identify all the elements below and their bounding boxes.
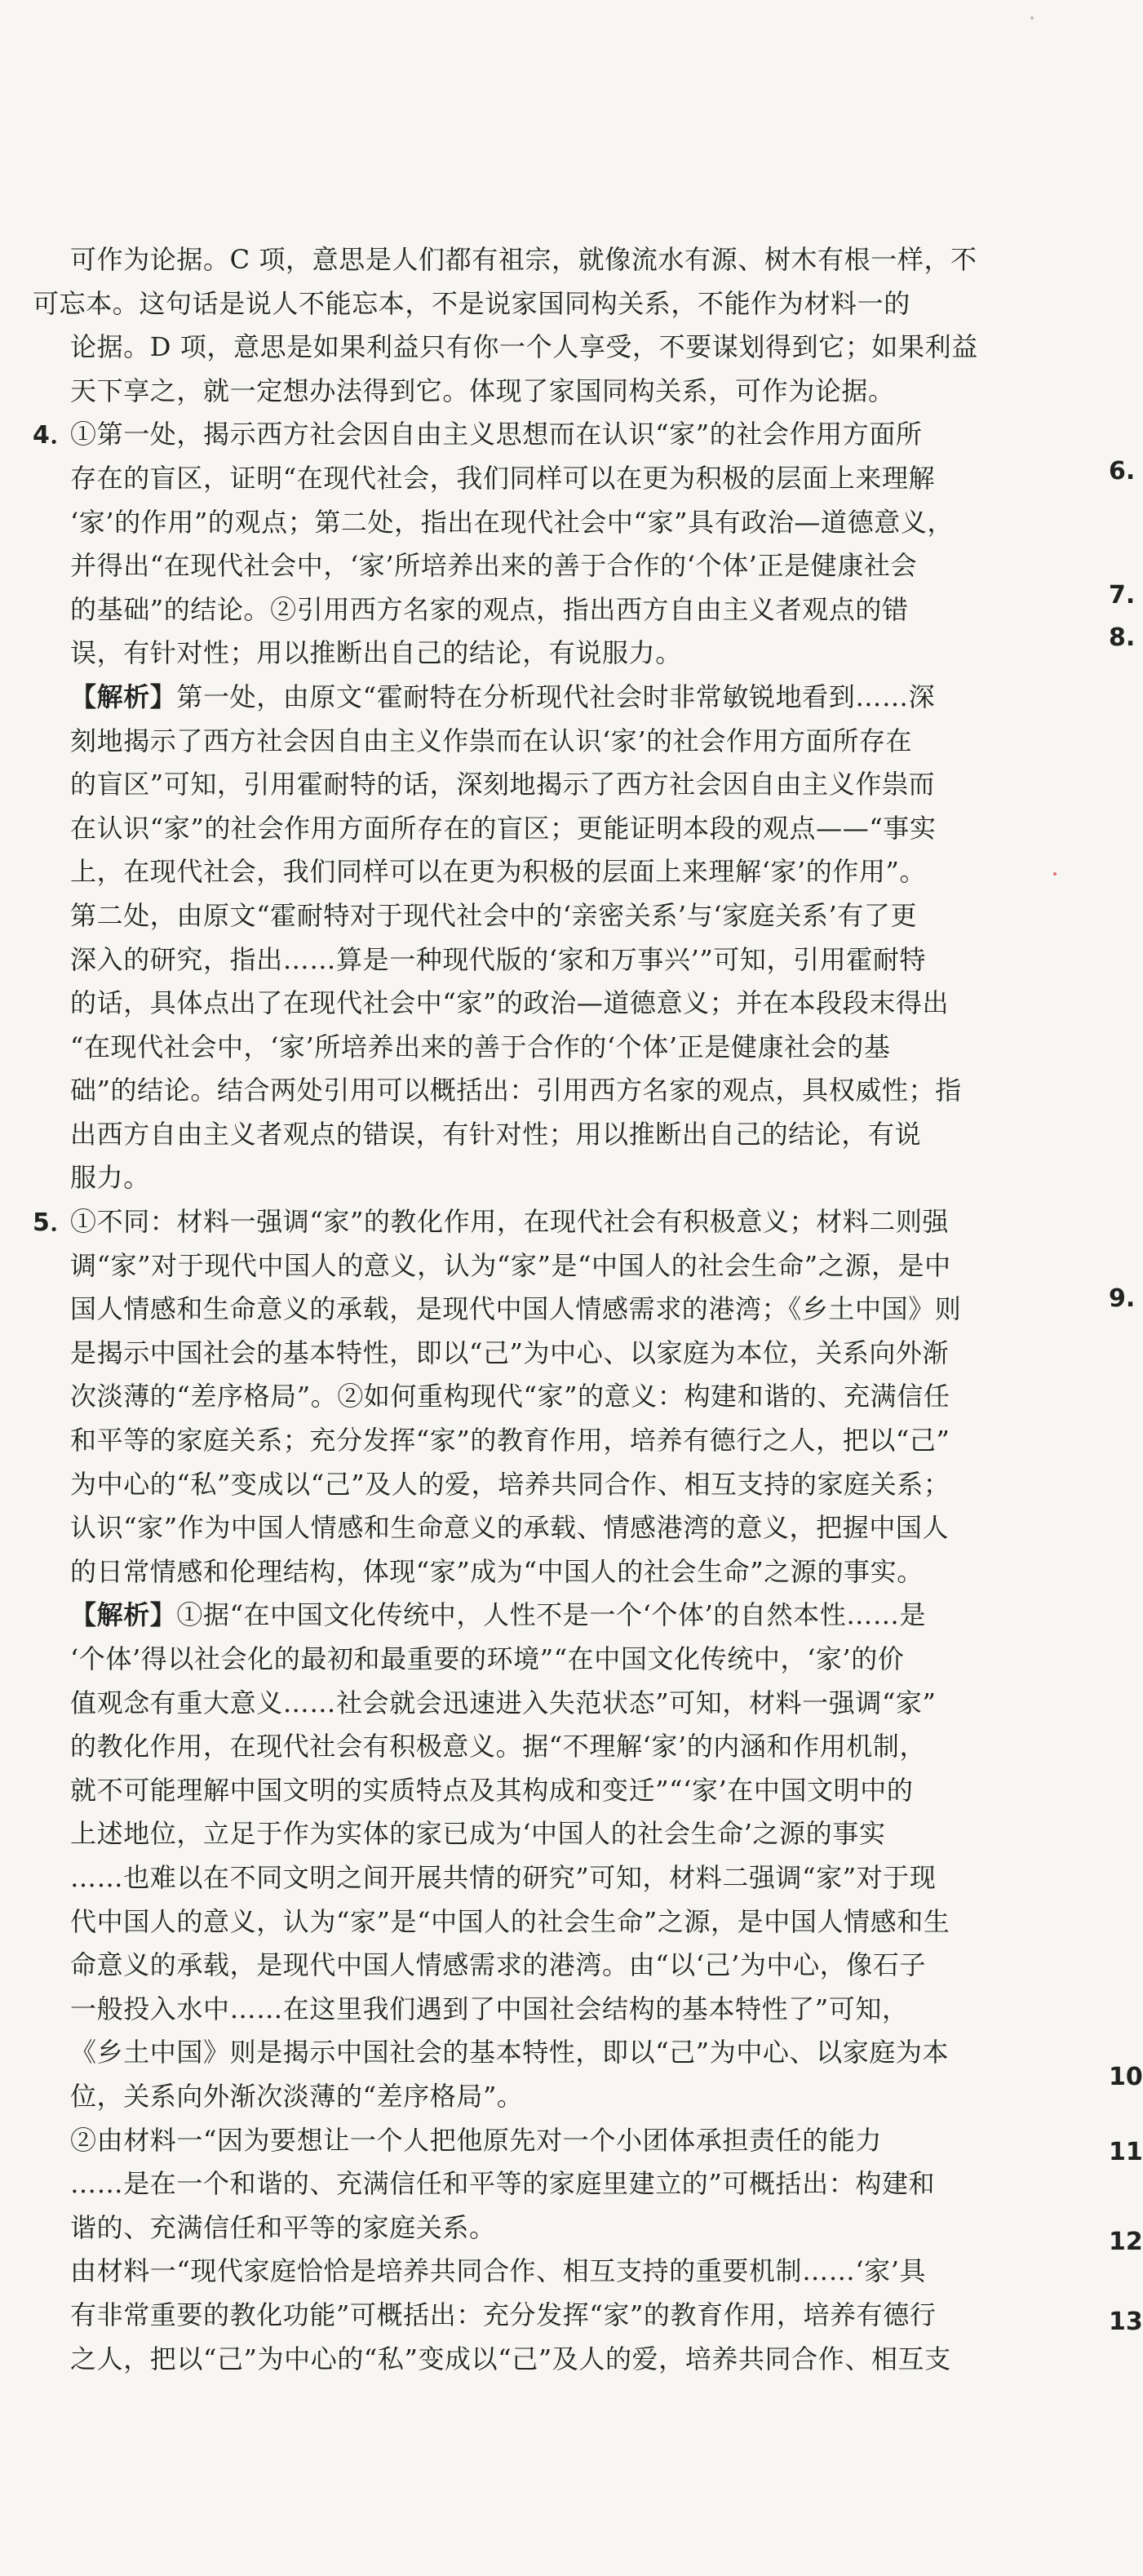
- text-line: 服力。: [70, 1162, 150, 1194]
- text-line: ②由材料一“因为要想让一个人把他原先对一个小团体承担责任的能力: [70, 2124, 882, 2156]
- text-line: 在认识“家”的社会作用方面所存在的盲区；更能证明本段的观点——“事实: [70, 812, 937, 844]
- text-line: 第二处，由原文“霍耐特对于现代社会中的‘亲密关系’与‘家庭关系’有了更: [70, 899, 918, 931]
- text-line: 并得出“在现代社会中，‘家’所培养出来的善于合作的‘个体’正是健康社会: [70, 550, 918, 582]
- text-line: 可作为论据。C 项，意思是人们都有祖宗，就像流水有源、树木有根一样，不: [70, 244, 977, 275]
- question-number-5: 5．: [33, 1208, 76, 1238]
- text-line: 出西方自由主义者观点的错误，有针对性；用以推断出自己的结论，有说: [70, 1118, 922, 1150]
- text-line: 一般投入水中……在这里我们遇到了中国社会结构的基本特性了”可知，: [70, 1993, 909, 2024]
- text-line: 深入的研究，指出……算是一种现代版的‘家和万事兴’”可知，引用霍耐特: [70, 943, 927, 975]
- edge-question-number: 9.: [1109, 1284, 1136, 1313]
- text-line: ‘个体’得以社会化的最初和最重要的环境”“在中国文化传统中，‘家’的价: [70, 1643, 905, 1674]
- question-4-answer-line: [33, 413, 1020, 457]
- text-line: 位，关系向外渐次淡薄的“差序格局”。: [70, 2080, 524, 2112]
- edge-question-number: 12: [1109, 2228, 1143, 2256]
- edge-question-number: 6.: [1109, 457, 1136, 485]
- text-line: ……也难以在不同文明之间开展共情的研究”可知，材料二强调“家”对于现: [70, 1861, 937, 1893]
- text-line: 谐的、充满信任和平等的家庭关系。: [70, 2211, 496, 2243]
- text-line: 就不可能理解中国文明的实质特点及其构成和变迁”“‘家’在中国文明中的: [70, 1774, 914, 1806]
- text-line: 命意义的承载，是现代中国人情感需求的港湾。由“以‘己’为中心，像石子: [70, 1949, 927, 1981]
- text-line: 的教化作用，在现代社会有积极意义。据“不理解‘家’的内涵和作用机制，: [70, 1731, 927, 1762]
- text-line: ①不同：材料一强调“家”的教化作用，在现代社会有积极意义；材料二则强: [70, 1206, 950, 1238]
- edge-question-number: 11: [1109, 2138, 1143, 2166]
- text-line: 调“家”对于现代中国人的意义，认为“家”是“中国人的社会生命”之源，是中: [70, 1249, 951, 1281]
- text-line: ‘家’的作用”的观点；第二处，指出在现代社会中“家”具有政治—道德意义，: [70, 506, 955, 538]
- answer-column: [33, 238, 1020, 2381]
- text-line: 论据。D 项，意思是如果利益只有你一个人享受，不要谋划得到它；如果利益: [70, 331, 978, 363]
- analysis-label: 【解析】: [70, 1599, 177, 1631]
- text-line: 之人，把以“己”为中心的“私”变成以“己”及人的爱，培养共同合作、相互支: [70, 2343, 951, 2374]
- text-line: 有非常重要的教化功能”可概括出：充分发挥“家”的教育作用，培养有德行: [70, 2299, 937, 2330]
- text-line: “在现代社会中，‘家’所培养出来的善于合作的‘个体’正是健康社会的基: [70, 1031, 891, 1062]
- text-line: 存在的盲区，证明“在现代社会，我们同样可以在更为积极的层面上来理解: [70, 462, 936, 494]
- text-line: 《乡土中国》则是揭示中国社会的基本特性，即以“己”为中心、以家庭为本: [70, 2037, 950, 2068]
- text-line: 的日常情感和伦理结构，体现“家”成为“中国人的社会生命”之源的事实。: [70, 1555, 924, 1587]
- text-line: 的话，具体点出了在现代社会中“家”的政治—道德意义；并在本段段末得出: [70, 987, 950, 1019]
- text-line: 的基础”的结论。②引用西方名家的观点，指出西方自由主义者观点的错: [70, 593, 909, 625]
- text-line: 值观念有重大意义……社会就会迅速进入失范状态”可知，材料一强调“家”: [70, 1687, 937, 1718]
- text-line: 刻地揭示了西方社会因自由主义作祟而在认识‘家’的社会作用方面所存在: [70, 725, 913, 756]
- text-line: 和平等的家庭关系；充分发挥“家”的教育作用，培养有德行之人，把以“己”: [70, 1425, 950, 1456]
- text-line: 可忘本。这句话是说人不能忘本，不是说家国同构关系，不能作为材料一的: [33, 287, 910, 319]
- text-line: 础”的结论。结合两处引用可以概括出：引用西方名家的观点，具权威性；指: [70, 1075, 962, 1106]
- text-line: ……是在一个和谐的、充满信任和平等的家庭里建立的”可概括出：构建和: [70, 2168, 936, 2200]
- paper-speck: [1053, 872, 1057, 876]
- text-line: 认识“家”作为中国人情感和生命意义的承载、情感港湾的意义，把握中国人: [70, 1512, 950, 1544]
- edge-question-number: 10: [1109, 2063, 1143, 2091]
- analysis-line: [33, 676, 1020, 720]
- text-line: 上，在现代社会，我们同样可以在更为积极的层面上来理解‘家’的作用”。: [70, 856, 927, 888]
- text-line: ①第一处，揭示西方社会因自由主义思想而在认识“家”的社会作用方面所: [70, 419, 923, 450]
- analysis-line: [33, 1594, 1020, 1638]
- question-number-4: 4．: [33, 421, 76, 450]
- text-line: 天下享之，就一定想办法得到它。体现了家国同构关系，可作为论据。: [70, 375, 895, 406]
- text-line: 是揭示中国社会的基本特性，即以“己”为中心、以家庭为本位，关系向外渐: [70, 1337, 950, 1368]
- text-line: 上述地位，立足于作为实体的家已成为‘中国人的社会生命’之源的事实: [70, 1818, 886, 1850]
- edge-question-number: 13: [1109, 2308, 1143, 2336]
- text-line: 第一处，由原文“霍耐特在分析现代社会时非常敏锐地看到……深: [176, 681, 936, 712]
- analysis-label: 【解析】: [70, 681, 177, 712]
- question-5-answer-line: [33, 1200, 1020, 1244]
- edge-question-number: 7.: [1109, 581, 1136, 610]
- text-line: 由材料一“现代家庭恰恰是培养共同合作、相互支持的重要机制……‘家’具: [70, 2255, 927, 2287]
- text-line: 国人情感和生命意义的承载，是现代中国人情感需求的港湾；《乡土中国》则: [70, 1293, 962, 1325]
- text-line: ①据“在中国文化传统中，人性不是一个‘个体’的自然本性……是: [176, 1599, 927, 1631]
- text-line: 代中国人的意义，认为“家”是“中国人的社会生命”之源，是中国人情感和生: [70, 1905, 950, 1937]
- text-line: 误，有针对性；用以推断出自己的结论，有说服力。: [70, 637, 682, 669]
- text-line: 的盲区”可知，引用霍耐特的话，深刻地揭示了西方社会因自由主义作祟而: [70, 769, 936, 800]
- text-line: 次淡薄的“差序格局”。②如何重构现代“家”的意义：构建和谐的、充满信任: [70, 1381, 950, 1412]
- text-line: 为中心的“私”变成以“己”及人的爱，培养共同合作、相互支持的家庭关系；: [70, 1468, 950, 1500]
- paper-speck: [1030, 16, 1034, 20]
- edge-question-number: 8.: [1109, 623, 1136, 652]
